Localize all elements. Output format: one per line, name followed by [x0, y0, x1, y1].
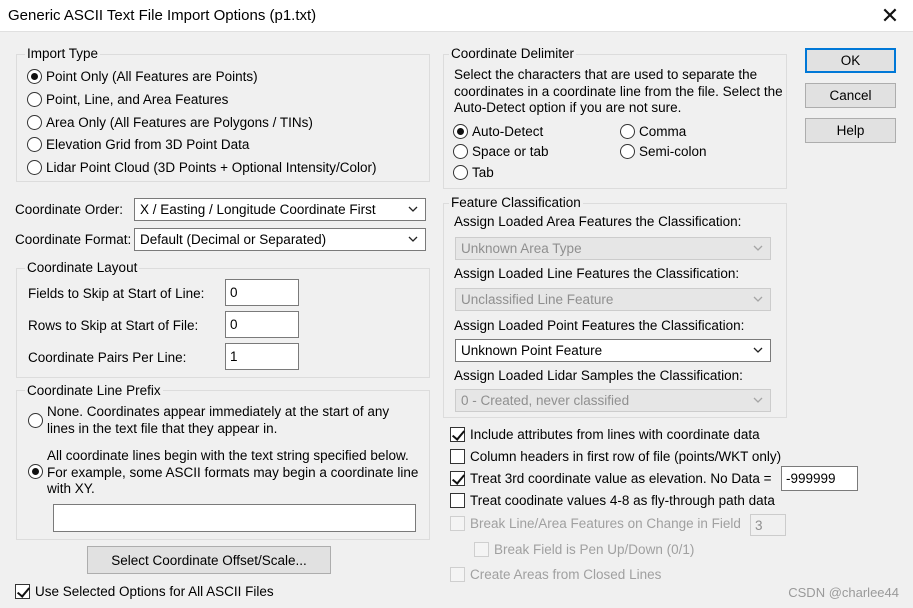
chevron-down-icon	[752, 242, 764, 254]
use-for-all-checkbox-row[interactable]	[15, 584, 274, 599]
ok-button[interactable]	[805, 48, 896, 73]
use-for-all-checkbox[interactable]	[15, 584, 30, 599]
import-type-option-lidar[interactable]	[27, 160, 377, 175]
fly-through-row[interactable]	[450, 493, 775, 508]
line-classification-select[interactable]	[455, 288, 771, 311]
delimiter-desc-line: Select the characters that are used to separate the	[454, 67, 758, 82]
chevron-down-icon	[752, 293, 764, 305]
help-label: Help	[836, 123, 865, 138]
break-line-checkbox[interactable]	[450, 516, 465, 531]
chevron-down-icon	[752, 344, 764, 356]
import-type-option-elevation-grid[interactable]	[27, 137, 249, 152]
ok-label: OK	[840, 53, 861, 68]
line-classification-value: Unclassified Line Feature	[461, 292, 614, 307]
lidar-classification-label: Assign Loaded Lidar Samples the Classification:	[454, 368, 743, 383]
column-headers-label: Column headers in first row of file (points/WKT only)	[470, 449, 782, 464]
coordinate-format-label: Coordinate Format:	[15, 232, 132, 247]
import-type-option-point-only[interactable]	[27, 69, 258, 84]
coordinate-delimiter-description	[454, 67, 783, 117]
delimiter-option-semicolon[interactable]	[620, 144, 707, 159]
treat-elevation-row[interactable]	[450, 471, 772, 486]
area-classification-value: Unknown Area Type	[461, 241, 582, 256]
fly-through-checkbox[interactable]	[450, 493, 465, 508]
treat-elevation-checkbox[interactable]	[450, 471, 465, 486]
coordinate-delimiter-legend: Coordinate Delimiter	[451, 46, 575, 61]
break-pen-label: Break Field is Pen Up/Down (0/1)	[494, 542, 695, 557]
radio-area-only[interactable]	[27, 115, 42, 130]
select-offset-scale-label: Select Coordinate Offset/Scale...	[111, 552, 307, 568]
select-offset-scale-button[interactable]	[87, 546, 331, 574]
prefix-string-line: with XY.	[47, 481, 95, 496]
radio-lidar[interactable]	[27, 160, 42, 175]
break-pen-checkbox[interactable]	[474, 542, 489, 557]
line-prefix-legend: Coordinate Line Prefix	[27, 383, 161, 398]
dialog-client	[0, 32, 913, 608]
feature-classification-legend: Feature Classification	[451, 195, 581, 210]
fields-skip-input[interactable]	[225, 279, 299, 306]
help-button[interactable]	[805, 118, 896, 143]
window-title: Generic ASCII Text File Import Options (p1.txt)	[8, 7, 317, 24]
option-label: Area Only (All Features are Polygons / TINs)	[46, 115, 313, 130]
import-type-legend: Import Type	[27, 46, 99, 61]
close-icon: ✕	[880, 3, 900, 28]
break-line-label: Break Line/Area Features on Change in Field	[470, 516, 741, 531]
option-label: Point Only (All Features are Points)	[46, 69, 258, 84]
option-label: Auto-Detect	[472, 124, 544, 139]
option-label: Lidar Point Cloud (3D Points + Optional Intensity/Color)	[46, 160, 377, 175]
option-label: Comma	[639, 124, 687, 139]
radio-comma[interactable]	[620, 124, 635, 139]
column-headers-row[interactable]	[450, 449, 781, 464]
cancel-label: Cancel	[829, 88, 872, 103]
lidar-classification-value: 0 - Created, never classified	[461, 393, 630, 408]
no-data-value: -999999	[786, 471, 836, 486]
fields-skip-value: 0	[230, 285, 238, 300]
create-areas-checkbox[interactable]	[450, 567, 465, 582]
prefix-text-input[interactable]	[53, 504, 416, 532]
option-label: Elevation Grid from 3D Point Data	[46, 137, 250, 152]
point-classification-select[interactable]	[455, 339, 771, 362]
coordinate-layout-legend: Coordinate Layout	[27, 260, 138, 275]
coordinate-order-value: X / Easting / Longitude Coordinate First	[140, 202, 376, 217]
prefix-none-line: lines in the text file that they appear in.	[47, 420, 278, 436]
include-attributes-checkbox[interactable]	[450, 427, 465, 442]
radio-point-line-area[interactable]	[27, 92, 42, 107]
no-data-input[interactable]	[781, 466, 858, 491]
rows-skip-label: Rows to Skip at Start of File:	[28, 318, 199, 333]
radio-tab[interactable]	[453, 165, 468, 180]
radio-prefix-none[interactable]	[28, 413, 43, 428]
area-classification-label: Assign Loaded Area Features the Classification:	[454, 214, 742, 229]
break-field-value: 3	[755, 517, 763, 533]
pairs-per-line-label: Coordinate Pairs Per Line:	[28, 350, 187, 365]
coordinate-order-label: Coordinate Order:	[15, 202, 124, 217]
use-for-all-label: Use Selected Options for All ASCII Files	[35, 584, 274, 599]
include-attributes-row[interactable]	[450, 427, 760, 442]
option-label: Semi-colon	[639, 144, 707, 159]
area-classification-select[interactable]	[455, 237, 771, 260]
prefix-string-label	[47, 448, 418, 498]
delimiter-option-comma[interactable]	[620, 124, 686, 139]
fly-through-label: Treat coodinate values 4-8 as fly-through path data	[470, 493, 775, 508]
fields-skip-label: Fields to Skip at Start of Line:	[28, 286, 205, 301]
break-line-row[interactable]	[450, 516, 741, 531]
radio-prefix-string[interactable]	[28, 464, 43, 479]
prefix-string-line: All coordinate lines begin with the text string specified below.	[47, 448, 409, 463]
option-label: Tab	[472, 165, 494, 180]
watermark: CSDN @charlee44	[788, 585, 899, 600]
delimiter-desc-line: coordinates in a coordinate line from the file. Select the	[454, 83, 783, 99]
import-type-option-point-line-area[interactable]	[27, 92, 228, 107]
coordinate-format-value: Default (Decimal or Separated)	[140, 232, 327, 247]
include-attributes-label: Include attributes from lines with coordinate data	[470, 427, 760, 442]
create-areas-label: Create Areas from Closed Lines	[470, 567, 662, 582]
radio-point-only[interactable]	[27, 69, 42, 84]
treat-elevation-label: Treat 3rd coordinate value as elevation. No Data =	[470, 471, 772, 486]
break-pen-row[interactable]	[474, 542, 694, 557]
radio-semicolon[interactable]	[620, 144, 635, 159]
prefix-none-line: None. Coordinates appear immediately at the start of any	[47, 404, 390, 419]
delimiter-option-tab[interactable]	[453, 165, 494, 180]
delimiter-desc-line: Auto-Detect option if you are not sure.	[454, 100, 682, 115]
break-field-input[interactable]	[750, 514, 786, 536]
title-bar	[0, 0, 913, 32]
chevron-down-icon	[407, 203, 419, 215]
close-button[interactable]	[867, 0, 913, 32]
rows-skip-value: 0	[230, 317, 238, 332]
chevron-down-icon	[752, 394, 764, 406]
prefix-string-line: For example, some ASCII formats may begin a coordinate line	[47, 464, 419, 480]
line-classification-label: Assign Loaded Line Features the Classification:	[454, 266, 740, 281]
lidar-classification-select[interactable]	[455, 389, 771, 412]
rows-skip-input[interactable]	[225, 311, 299, 338]
option-label: Point, Line, and Area Features	[46, 92, 229, 107]
delimiter-option-space-tab[interactable]	[453, 144, 549, 159]
import-type-option-area-only[interactable]	[27, 115, 313, 130]
point-classification-value: Unknown Point Feature	[461, 343, 603, 358]
chevron-down-icon	[407, 233, 419, 245]
create-areas-row[interactable]	[450, 567, 661, 582]
radio-auto-detect[interactable]	[453, 124, 468, 139]
pairs-per-line-input[interactable]	[225, 343, 299, 370]
radio-elevation-grid[interactable]	[27, 137, 42, 152]
coordinate-format-select[interactable]	[134, 228, 426, 251]
delimiter-option-auto-detect[interactable]	[453, 124, 543, 139]
coordinate-order-select[interactable]	[134, 198, 426, 221]
prefix-none-label	[47, 404, 389, 437]
option-label: Space or tab	[472, 144, 549, 159]
radio-space-tab[interactable]	[453, 144, 468, 159]
point-classification-label: Assign Loaded Point Features the Classification:	[454, 318, 745, 333]
pairs-per-line-value: 1	[230, 349, 238, 364]
column-headers-checkbox[interactable]	[450, 449, 465, 464]
cancel-button[interactable]	[805, 83, 896, 108]
